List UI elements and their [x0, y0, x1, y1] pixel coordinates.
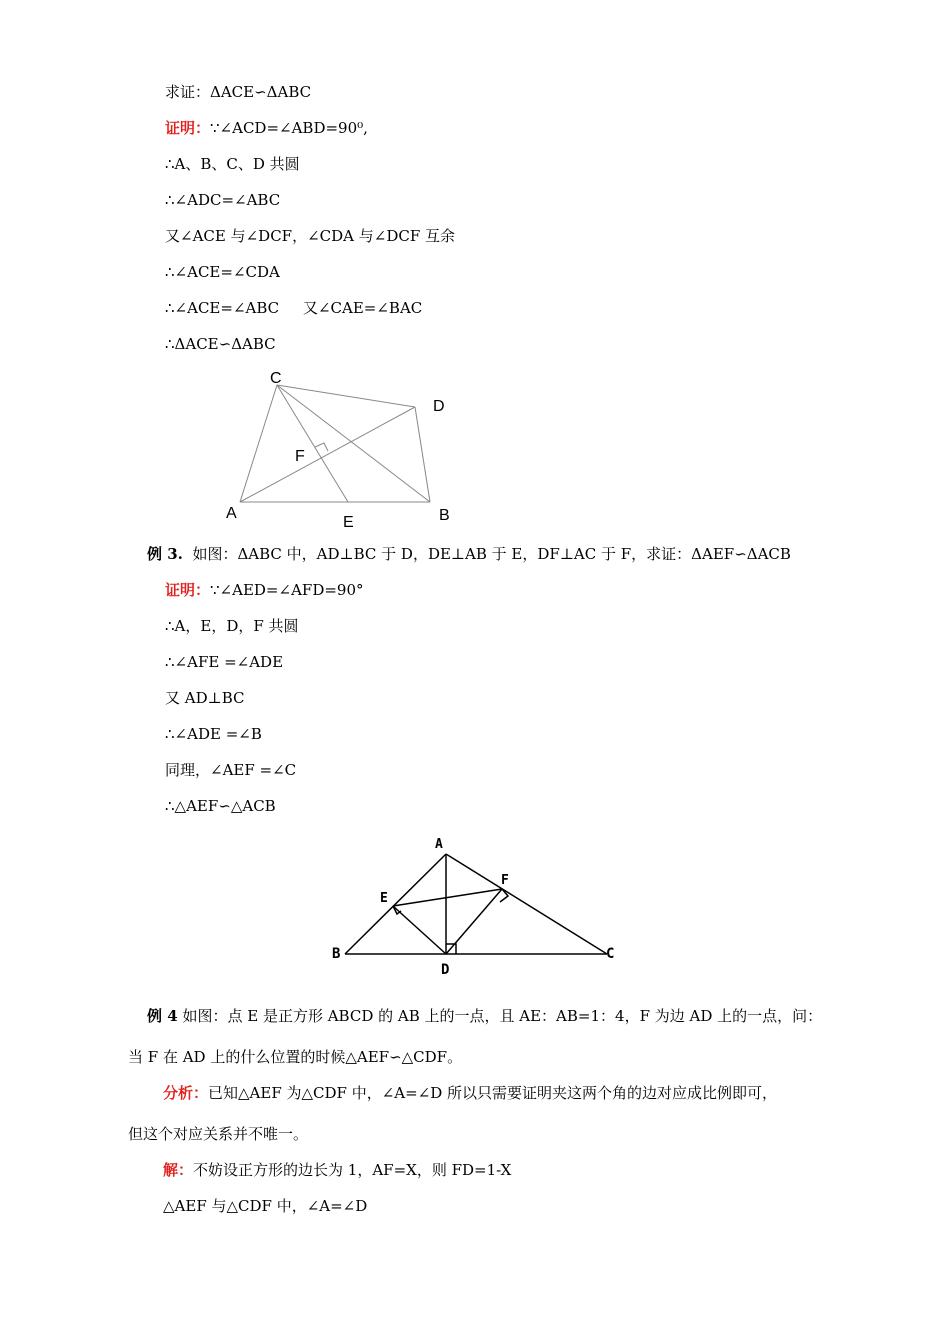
proof-line: ∴ΔACE∽ΔABC: [165, 335, 276, 353]
example-text: 当 F 在 AD 上的什么位置的时候△AEF∽△CDF。: [128, 1048, 463, 1066]
vertex-label: F: [501, 873, 509, 888]
vertex-label: A: [435, 837, 443, 852]
claim-text: 求证：ΔACE∽ΔABC: [165, 83, 312, 101]
analysis-text: 但这个对应关系并不唯一。: [128, 1125, 309, 1143]
analysis-text: 已知△AEF 为△CDF 中，∠A=∠D 所以只需要证明夹这两个角的边对应成比例即可，: [208, 1084, 778, 1102]
example4-statement: [147, 1006, 822, 1026]
proof-line: ∴∠ADE =∠B: [165, 725, 262, 743]
solution-line: [163, 1160, 511, 1180]
proof-line: ∴A、B、C、D 共圆: [165, 155, 300, 173]
proof-line: ∵∠AED=∠AFD=90°: [210, 581, 364, 599]
vertex-label: C: [270, 370, 282, 387]
vertex-label: F: [295, 448, 305, 465]
proof-line: ∴∠AFE =∠ADE: [165, 653, 284, 671]
vertex-label: D: [433, 398, 445, 415]
analysis-line: [163, 1083, 777, 1103]
example-label: 例 3.: [147, 545, 183, 563]
analysis-label: 分析：: [163, 1084, 209, 1102]
proof-line: 又∠ACE 与∠DCF，∠CDA 与∠DCF 互余: [165, 227, 455, 245]
proof3-first-line: [165, 580, 364, 600]
vertex-label: E: [343, 514, 354, 531]
proof-line: 又 AD⊥BC: [165, 689, 245, 707]
proof-line: 同理，∠AEF =∠C: [165, 761, 297, 779]
proof-line: ∴△AEF∽△ACB: [165, 797, 276, 815]
proof-line: ∴∠ACE=∠ABC 又∠CAE=∠BAC: [165, 299, 423, 317]
proof-line: ∴∠ADC=∠ABC: [165, 191, 281, 209]
proof-line: ∵∠ACD=∠ABD=90⁰,: [210, 119, 368, 137]
proof-line: ∴A，E，D，F 共圆: [165, 617, 299, 635]
vertex-label: D: [441, 962, 450, 978]
solution-text: △AEF 与△CDF 中，∠A=∠D: [163, 1197, 368, 1215]
vertex-label: B: [439, 507, 450, 524]
vertex-label: B: [332, 946, 341, 962]
example-text: 如图：ΔABC 中，AD⊥BC 于 D，DE⊥AB 于 E，DF⊥AC 于 F，求证：ΔAEF∽ΔACB: [192, 545, 791, 563]
geometry-figure-2: [325, 830, 625, 980]
proof1-first-line: [165, 118, 368, 138]
proof-label: 证明：: [165, 581, 211, 599]
solution-text: 不妨设正方形的边长为 1，AF=X，则 FD=1-X: [193, 1161, 512, 1179]
vertex-label: E: [380, 891, 388, 906]
example-text: 如图：点 E 是正方形 ABCD 的 AB 上的一点，且 AE：AB=1：4，F 为边 AD 上的一点，问：: [182, 1007, 823, 1025]
proof-line: ∴∠ACE=∠CDA: [165, 263, 280, 281]
proof-label: 证明：: [165, 119, 211, 137]
solution-label: 解：: [163, 1161, 194, 1179]
geometry-figure-1: [220, 365, 470, 535]
example-label: 例 4: [147, 1007, 178, 1025]
example3-statement: [147, 544, 791, 564]
vertex-label: A: [226, 505, 237, 522]
vertex-label: C: [606, 946, 615, 962]
